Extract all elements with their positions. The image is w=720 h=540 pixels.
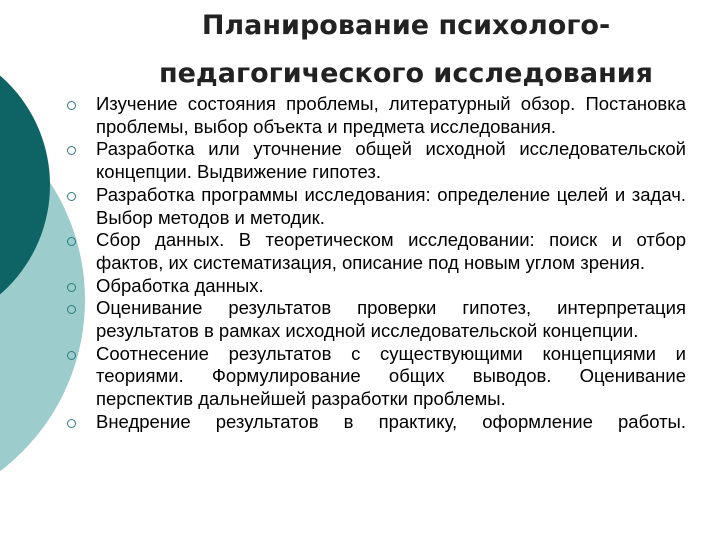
list-item	[66, 343, 686, 411]
list-item	[66, 411, 686, 434]
list-item-text: Оценивание результатов проверки гипотез, интерпретация результатов в рамках исходной исследовательской концепции.	[96, 297, 686, 342]
circle-outline-icon	[67, 305, 76, 314]
title-line-2: педагогического исследования	[158, 58, 654, 89]
list-item-text: Разработка или уточнение общей исходной исследовательской концепции. Выдвижение гипотез.	[96, 138, 686, 183]
list-item	[66, 275, 686, 298]
list-item-text: Разработка программы исследования: определение целей и задач. Выбор методов и методик.	[96, 183, 686, 228]
list-item-text: Сбор данных. В теоретическом исследовании: поиск и отбор фактов, их систематизация, описание под новым углом зрения.	[96, 229, 686, 273]
circle-outline-icon	[67, 351, 76, 360]
circle-outline-icon	[67, 283, 76, 292]
list-item	[66, 138, 686, 183]
list-item	[66, 93, 686, 138]
circle-outline-icon	[67, 101, 76, 110]
list-item-text: Соотнесение результатов с существующими концепциями и теориями. Формулирование общих выводов. Оценивание перспектив дальнейшей разработки проблемы.	[96, 342, 686, 410]
circle-outline-icon	[67, 192, 76, 201]
list-item	[66, 229, 686, 274]
list-item-text: Обработка данных.	[96, 274, 264, 296]
list-item-text: Внедрение результатов в практику, оформление работы.	[96, 410, 686, 432]
slide-title	[110, 2, 702, 98]
list-item	[66, 297, 686, 342]
list-item	[66, 184, 686, 229]
bullet-list	[66, 93, 686, 434]
circle-outline-icon	[67, 419, 76, 428]
title-line-1: Планирование психолого-	[201, 10, 611, 41]
circle-outline-icon	[67, 146, 76, 155]
circle-outline-icon	[67, 237, 76, 246]
list-item-text: Изучение состояния проблемы, литературный обзор. Постановка проблемы, выбор объекта и предмета исследования.	[96, 93, 686, 137]
